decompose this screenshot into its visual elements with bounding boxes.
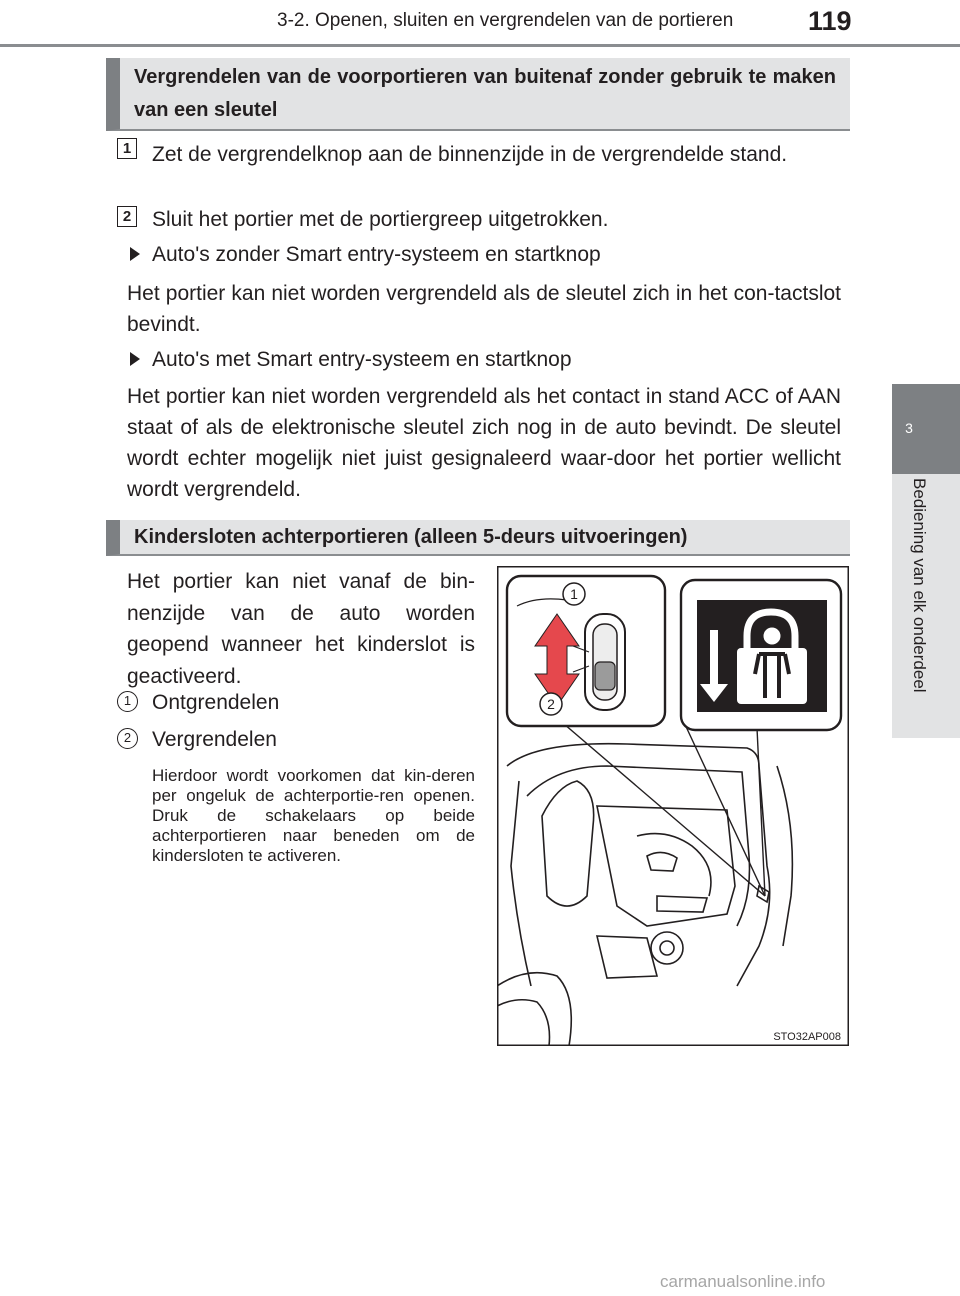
step-number-1: 1 <box>117 138 137 159</box>
variant-2-title: Auto's met Smart entry-systeem en startknop <box>152 348 572 371</box>
item-lock-label: Vergrendelen <box>152 728 277 751</box>
variant-2-text: Het portier kan niet worden vergrendeld als het contact in stand ACC of AAN staat of als de elektronische sleutel zich nog in de auto bevindt. De sleutel wordt echter mogelijk niet juist gesignaleerd waar-door het portier wellicht wordt vergrendeld. <box>127 385 841 501</box>
section-heading-child-locks <box>106 520 850 556</box>
section-heading-text: Kindersloten achterportieren (alleen 5-deurs uitvoeringen) <box>134 525 688 548</box>
watermark: carmanualsonline.info <box>660 1272 826 1291</box>
triangle-bullet-icon <box>130 247 140 261</box>
page-number: 119 <box>808 6 852 36</box>
section-heading-text: Vergrendelen van de voorportieren van buitenaf zonder gebruik te maken van een sleutel <box>134 65 836 121</box>
variant-1-text: Het portier kan niet worden vergrendeld als de sleutel zich in het con-tactslot bevindt. <box>127 282 841 336</box>
child-lock-note: Hierdoor wordt voorkomen dat kin-deren per ongeluk de achterportie-ren openen. Druk de schakelaars op beide achterportieren naar beneden om de kindersloten te activeren. <box>152 766 475 865</box>
child-head-icon <box>762 626 782 646</box>
triangle-bullet-icon <box>130 352 140 366</box>
chapter-title: Bediening van elk onderdeel <box>910 478 929 693</box>
step-2-text: Sluit het portier met de portiergreep uitgetrokken. <box>152 208 609 231</box>
switch-knob <box>595 662 615 690</box>
section-heading-lock-front-doors <box>106 58 850 131</box>
figure-callout-2: 2 <box>547 696 555 712</box>
callout-number-1: 1 <box>117 691 138 712</box>
child-lock-illustration <box>497 566 849 1046</box>
item-unlock-label: Ontgrendelen <box>152 691 280 714</box>
variant-1-title: Auto's zonder Smart entry-systeem en startknop <box>152 243 601 266</box>
page-header-title: 3-2. Openen, sluiten en vergrendelen van de portieren <box>277 10 734 31</box>
step-number-2: 2 <box>117 206 137 227</box>
padlock-body <box>737 648 807 704</box>
header-rule <box>0 44 960 47</box>
step-1-text: Zet de vergrendelknop aan de binnenzijde in de vergrendelde stand. <box>152 143 788 166</box>
figure-callout-1: 1 <box>570 586 578 602</box>
callout-number-2: 2 <box>117 728 138 749</box>
chapter-number: 3 <box>905 420 913 436</box>
child-lock-intro: Het portier kan niet vanaf de bin-nenzijde van de auto worden geopend wanneer het kinderslot is geactiveerd. <box>127 570 475 688</box>
figure-code: STO32AP008 <box>773 1031 841 1043</box>
